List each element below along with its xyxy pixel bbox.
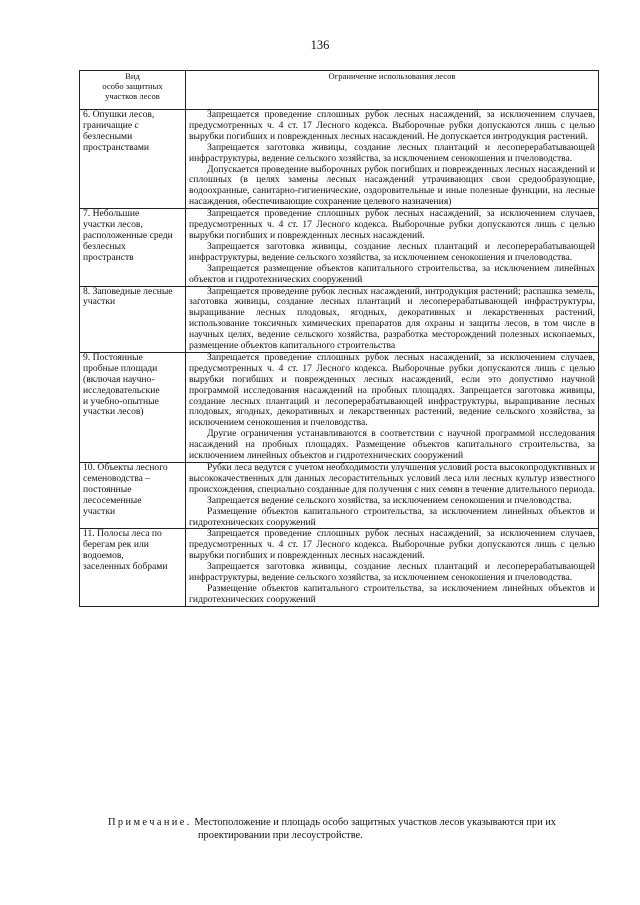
restriction-cell [186,352,599,462]
restriction-paragraph: Запрещается заготовка живицы, создание лесных плантаций и лесоперерабатывающей инфраструктуры, ведение сельского хозяйства, за исключением сенокошения и пчеловодства. [189,240,595,263]
forest-type-line: пространств [83,251,134,263]
forest-type-line: исследовательские [83,384,160,396]
restriction-paragraph: Другие ограничения устанавливаются в соответствии с научной программой исследования насаждений на пробных площадях. Размещение объектов капитального строительства, за исключением линейных объектов и гидротехнических сооружений [189,428,595,462]
forest-type-cell [80,209,186,286]
forest-type-line: пробные площади [83,362,158,374]
forest-type-cell [80,110,186,209]
restriction-paragraph: Запрещается заготовка живицы, создание лесных плантаций и лесоперерабатывающей инфраструктуры, ведение сельского хозяйства, за исключением сенокошения и пчеловодства. [189,141,595,164]
page-number: 136 [310,38,330,52]
restriction-paragraph: Запрещается проведение сплошных рубок лесных насаждений, за исключением случаев, предусмотренных ч. 4 ст. 17 Лесного кодекса. Выборочные рубки допускаются лишь с целью вырубки погибших и поврежденных лесных насаждений. Не допускается интродукция растений. [189,109,595,142]
table-row [80,110,599,209]
forest-type-line: участки лесов, [83,219,143,231]
restriction-paragraph: Запрещается заготовка живицы, создание лесных плантаций и лесоперерабатывающей инфраструктуры, ведение сельского хозяйства, за исключением сенокошения и пчеловодства. [189,561,595,584]
restriction-paragraph: Допускается проведение выборочных рубок погибших и поврежденных лесных насаждений и сплошных (в целях замены лесных насаждений утрачивающих свои средообразующие, водоохранные, санитарно-гигиенические, оздоровительные и иные полезные функции, на лесные насаждения, обеспечивающие сохранение целевого назначения) [189,163,595,208]
forest-type-line: постоянные [83,483,132,495]
forest-type-line: участки [83,505,116,517]
forest-type-cell [80,352,186,462]
table-row [80,463,599,529]
forest-type-line: семеноводства – [83,472,151,484]
forest-type-line: граничащие с [83,119,139,131]
restriction-cell [186,463,599,529]
restriction-paragraph: Размещение объектов капитального строительства, за исключением линейных объектов и гидротехнических сооружений [189,505,595,528]
header-forest-type [80,71,186,110]
table-row [80,286,599,352]
note-label: Примечание. [108,817,192,828]
restriction-paragraph: Запрещается проведение сплошных рубок лесных насаждений, за исключением случаев, предусмотренных ч. 4 ст. 17 Лесного кодекса. Выборочные рубки допускаются лишь с целью вырубки погибших и поврежденных лесных насаждений, если это допустимо научной программой исследования насаждений на пробных площадях. Запрещается заготовка живицы, создание лесных плантаций и лесоперерабатывающей инфраструктуры, выращивание лесных плодовых, ягодных, декоративных и лекарственных растений, ведение сельского хозяйства, за исключением сенокошения и пчеловодства. [189,351,595,429]
restriction-cell [186,286,599,352]
table-body [80,110,599,607]
table-row [80,209,599,286]
note-text-line2: проектировании при лесоустройстве. [198,829,363,841]
forest-type-line: берегам рек или [83,539,149,551]
forest-type-line: лесосеменные [83,494,142,506]
restriction-cell [186,110,599,209]
footnote [108,817,613,842]
forest-type-line: и учебно-опытные [83,395,159,407]
forest-type-line: заселенных бобрами [83,561,168,573]
forest-type-line: 8. Заповедные лесные [83,285,173,297]
forest-type-line: пространствами [83,141,150,153]
forest-type-cell [80,463,186,529]
forest-type-line: расположенные среди [83,229,173,241]
forest-type-line: участки лесов) [83,406,144,418]
forest-restrictions-table [79,70,599,607]
forest-type-line: 6. Опушки лесов, [83,109,155,120]
header-line: участков лесов [105,91,160,101]
restriction-paragraph: Запрещается проведение сплошных рубок лесных насаждений, за исключением случаев, предусмотренных ч. 4 ст. 17 Лесного кодекса. Выборочные рубки допускаются лишь с целью вырубки погибших и поврежденных лесных насаждений. [189,208,595,241]
restriction-paragraph: Запрещается проведение рубок лесных насаждений, интродукция растений; распашка земель, заготовка живицы, создание лесных плантаций и лесоперерабатывающей инфраструктуры, выращивание лесных плодовых, ягодных, декоративных и лекарственных растений, использование токсичных химических препаратов для охраны и защиты лесов, в том числе в научных целях, ведение сельского хозяйства, разработка месторождений полезных ископаемых, размещение объектов капитального строительства [189,285,595,352]
forest-type-line: 9. Постоянные [83,351,143,363]
table-header-row [80,71,599,110]
forest-type-line: 11. Полосы леса по [83,528,162,540]
forest-type-line: (включая научно- [83,373,155,385]
forest-type-cell [80,529,186,606]
forest-type-line: 7. Небольшие [83,208,140,220]
forest-type-line: 10. Объекты лесного [83,462,168,473]
table-row [80,529,599,606]
restriction-paragraph: Размещение объектов капитального строительства, за исключением линейных объектов и гидротехнических сооружений [189,582,595,605]
forest-type-cell [80,286,186,352]
restriction-paragraph: Запрещается размещение объектов капитального строительства, за исключением линейных объектов и гидротехнических сооружений [189,262,595,285]
restriction-paragraph: Запрещается проведение сплошных рубок лесных насаждений, за исключением случаев, предусмотренных ч. 4 ст. 17 Лесного кодекса. Выборочные рубки допускаются лишь с целью вырубки погибших и поврежденных лесных насаждений. [189,528,595,562]
restriction-cell [186,529,599,606]
header-line: Вид [125,71,140,81]
header-line: особо защитных [102,81,163,91]
restriction-paragraph: Запрещается ведение сельского хозяйства, за исключением сенокошения и пчеловодства. [207,494,572,506]
note-text-line1: Местоположение и площадь особо защитных участков лесов указываются при их [194,817,557,828]
forest-type-line: безлесных [83,240,126,252]
table-row [80,352,599,462]
restriction-cell [186,209,599,286]
restriction-paragraph: Рубки леса ведутся с учетом необходимости улучшения условий роста высокопродуктивных и высококачественных для данных лесорастительных условий леса или лесных культур известного происхождения, специально созданные для получения с них семян в течение длительного периода. [189,462,595,495]
forest-type-line: безлесными [83,130,133,142]
header-restriction: Ограничение использования лесов [186,71,599,110]
forest-type-line: участки [83,296,116,308]
forest-type-line: водоемов, [83,550,124,562]
